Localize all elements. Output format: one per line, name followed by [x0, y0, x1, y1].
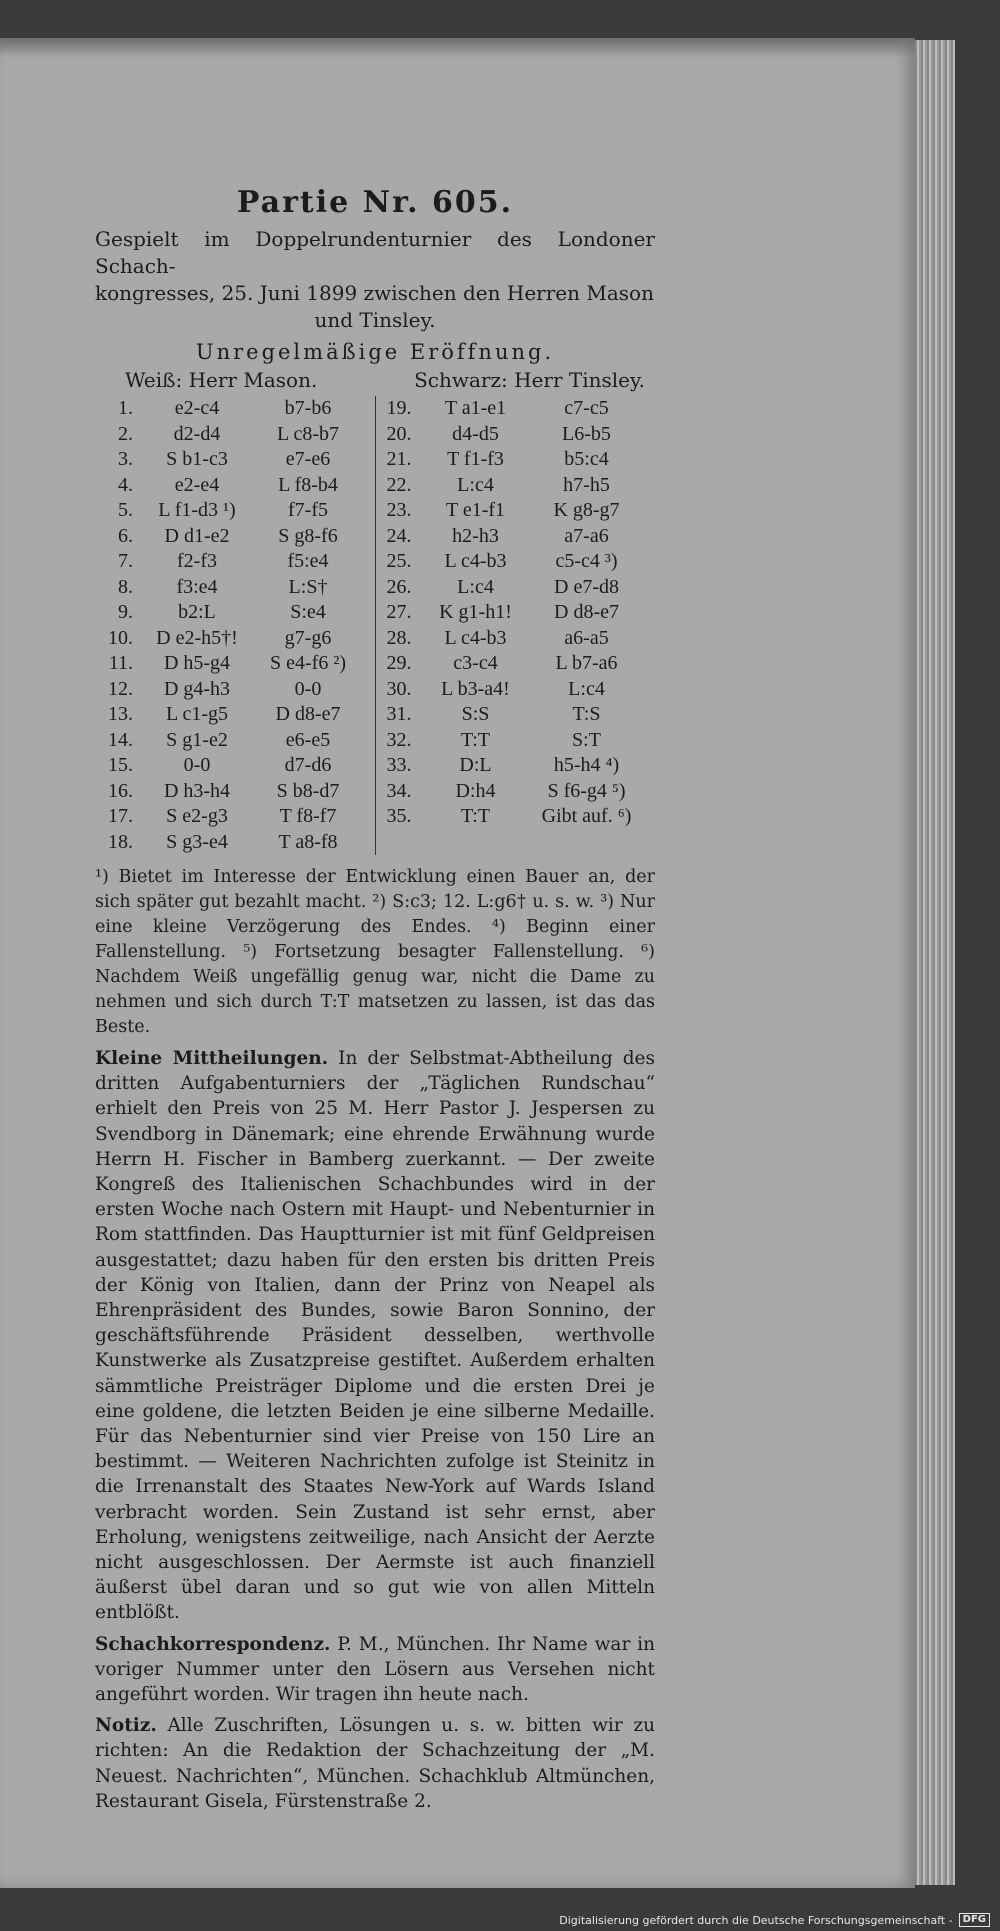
move-row	[95, 677, 375, 703]
black-move: a7-a6	[564, 524, 609, 547]
white-move: T a1-e1	[444, 397, 507, 419]
move-row	[376, 753, 656, 779]
move-row	[95, 626, 375, 652]
black-move: b5:c4	[564, 448, 609, 470]
move-row	[95, 804, 375, 830]
white-move: d4-d5	[452, 422, 499, 445]
move-number: 3.	[118, 448, 133, 470]
black-move: L:S†	[288, 575, 328, 598]
footer-text: Digitalisierung gefördert durch die Deutsche Forschungsgemeinschaft -	[559, 1913, 953, 1927]
move-number: 4.	[118, 473, 133, 496]
move-number: 33.	[386, 754, 412, 776]
black-move: b7-b6	[284, 397, 332, 419]
correspondence-section	[95, 1632, 655, 1708]
move-number: 21.	[386, 448, 412, 470]
move-number: 28.	[386, 626, 412, 649]
news-heading: Kleine Mittheilungen.	[95, 1048, 329, 1069]
white-move: S e2-g3	[166, 805, 228, 827]
black-move: L:c4	[568, 677, 605, 700]
notice-section	[95, 1713, 655, 1814]
white-move: 0-0	[183, 754, 211, 776]
black-move: S g8-f6	[278, 524, 338, 547]
white-move: b2:L	[178, 601, 216, 623]
move-number: 25.	[386, 550, 412, 572]
white-move: T:T	[461, 728, 490, 751]
white-move: c3-c4	[453, 652, 498, 674]
moves-table	[95, 396, 655, 855]
opening-name: Unregelmäßige Eröffnung.	[195, 340, 555, 364]
black-move: S f6-g4 ⁵)	[547, 779, 626, 802]
white-move: L f1-d3 ¹)	[158, 499, 236, 521]
move-row	[376, 728, 656, 754]
black-move: e6-e5	[285, 728, 331, 751]
move-row	[376, 524, 656, 550]
black-move: h5-h4 ⁴)	[553, 754, 620, 776]
move-number: 10.	[108, 626, 133, 649]
black-move: D e7-d8	[554, 575, 619, 598]
move-number: 16.	[108, 779, 133, 802]
black-move: S e4-f6 ²)	[270, 652, 346, 674]
white-move: e2-c4	[174, 397, 220, 419]
move-number: 1.	[118, 397, 133, 419]
black-move: d7-d6	[284, 754, 332, 776]
black-move: Gibt auf. ⁶)	[541, 805, 632, 827]
white-move: L c4-b3	[444, 626, 507, 649]
black-move: f5:e4	[287, 550, 329, 572]
move-number: 23.	[386, 499, 412, 521]
move-number: 8.	[118, 575, 133, 598]
white-move: L b3-a4!	[441, 677, 510, 700]
white-move: D h3-h4	[163, 779, 231, 802]
black-move: c7-c5	[564, 397, 609, 419]
move-row	[95, 575, 375, 601]
move-number: 19.	[386, 397, 412, 419]
move-row	[376, 651, 656, 677]
white-move: D:L	[459, 754, 492, 776]
white-move: S b1-c3	[166, 448, 228, 470]
move-number: 32.	[386, 728, 412, 751]
white-move: S g1-e2	[166, 728, 228, 751]
move-row	[376, 575, 656, 601]
black-move: L6-b5	[562, 422, 611, 445]
black-move: T a8-f8	[278, 830, 338, 853]
game-subtitle-line-1: Gespielt im Doppelrundenturnier des Londoner Schach-	[95, 227, 655, 278]
black-move: S:T	[572, 728, 601, 751]
move-row	[95, 524, 375, 550]
black-move: T:S	[572, 703, 601, 725]
black-move: a6-a5	[564, 626, 609, 649]
game-title: Partie Nr. 605.	[236, 185, 514, 220]
white-move: D g4-h3	[163, 677, 231, 700]
move-row	[95, 600, 375, 626]
move-number: 26.	[386, 575, 412, 598]
white-move: D d1-e2	[164, 524, 230, 547]
white-move: f3:e4	[176, 575, 218, 598]
white-move: D e2-h5†!	[156, 626, 238, 649]
move-row	[376, 804, 656, 830]
move-row	[95, 498, 375, 524]
black-move: g7-g6	[284, 626, 332, 649]
move-number: 27.	[386, 601, 412, 623]
white-move: S:S	[461, 703, 490, 725]
move-row	[376, 677, 656, 703]
move-number: 35.	[386, 805, 412, 827]
black-move: e7-e6	[285, 448, 331, 470]
black-player-label: Schwarz: Herr Tinsley.	[414, 368, 645, 392]
move-number: 30.	[386, 677, 412, 700]
white-move: f2-f3	[177, 550, 217, 572]
move-row	[95, 549, 375, 575]
white-move: L c1-g5	[165, 703, 228, 725]
white-move: D h5-g4	[163, 652, 231, 674]
move-row	[95, 651, 375, 677]
page-top-shadow	[0, 38, 915, 58]
game-subtitle-line-3: und Tinsley.	[314, 308, 436, 332]
move-number: 5.	[118, 499, 133, 521]
move-row	[95, 396, 375, 422]
move-number: 22.	[386, 473, 412, 496]
page-content	[95, 185, 655, 1814]
black-move: D d8-e7	[554, 601, 619, 623]
move-number: 9.	[118, 601, 133, 623]
move-row	[376, 549, 656, 575]
move-number: 34.	[386, 779, 412, 802]
white-move: L:c4	[457, 473, 494, 496]
game-subtitle-line-2: kongresses, 25. Juni 1899 zwischen den Herren Mason	[95, 281, 654, 305]
move-row	[95, 447, 375, 473]
move-row	[95, 728, 375, 754]
white-move: D:h4	[455, 779, 496, 802]
notice-heading: Notiz.	[95, 1715, 157, 1737]
white-move: L c4-b3	[444, 550, 507, 572]
news-section	[95, 1046, 655, 1626]
news-text: In der Selbstmat-Abtheilung des dritten Aufgabenturniers der „Täglichen Rundschau“ erhielt den Preis von 25 M. Herr Pastor J. Jespersen zu Svendborg in Dänemark; eine ehrende Erwähnung wurde Herrn H. Fischer in Bamberg zuerkannt. — Der zweite Kongreß des Italienischen Schachbundes wird in der ersten Woche nach Ostern mit Haupt- und Nebenturnier in Rom stattfinden. Das Hauptturnier ist mit fünf Geldpreisen ausgestattet; dazu haben für den ersten bis dritten Preis der König von Italien, dann der Prinz von Neapel als Ehrenpräsident des Bundes, sowie Baron Sonnino, der geschäftsführende Präsident desselben, werthvolle Kunstwerke als Zusatzpreise gestiftet. Außerdem erhalten sämmtliche Preisträger Diplome und die ersten Drei je eine goldene, die letzten Beiden je eine silberne Medaille. Für das Nebenturnier sind vier Preise von 150 Lire an bestimmt. — Weiteren Nachrichten zufolge ist Steinitz in die Irrenanstalt des Staates New-York auf Wards Island verbracht worden. Sein Zustand ist sehr ernst, aber Erholung, wenigstens zeitweilige, nach Ansicht der Aerzte nicht ausgeschlossen. Der Aermste ist auch finanziell äußerst übel daran und so gut wie von allen Mitteln entblößt.	[95, 1048, 655, 1624]
players-header	[95, 368, 655, 392]
correspondence-text: P. M., München. Ihr Name war in voriger Nummer unter den Lösern aus Versehen nicht angeführt worden. Wir tragen ihn heute nach.	[95, 1633, 655, 1706]
black-move: 0-0	[294, 677, 322, 700]
notice-text: Alle Zuschriften, Lösungen u. s. w. bitten wir zu richten: An die Redaktion der Schachzeitung der „M. Neuest. Nachrichten“, München. Schachklub Altmünchen, Restaurant Gisela, Fürstenstraße 2.	[95, 1715, 655, 1812]
move-row	[376, 702, 656, 728]
move-number: 11.	[108, 652, 133, 674]
move-number: 24.	[386, 524, 412, 547]
move-row	[376, 498, 656, 524]
move-number: 14.	[108, 728, 133, 751]
move-row	[95, 753, 375, 779]
annotations: ¹) Bietet im Interesse der Entwicklung einen Bauer an, der sich später gut bezahlt macht. ²) S:c3; 12. L:g6† u. s. w. ³) Nur eine kleine Verzögerung des Endes. ⁴) Beginn einer Fallenstellung. ⁵) Fortsetzung besagter Fallenstellung. ⁶) Nachdem Weiß ungefällig genug war, nicht die Dame zu nehmen und sich durch T:T matsetzen zu lassen, ist das das Beste.	[95, 867, 655, 1037]
white-move: e2-e4	[174, 473, 220, 496]
black-move: S:e4	[290, 601, 326, 623]
move-row	[95, 422, 375, 448]
white-player-label: Weiß: Herr Mason.	[125, 368, 318, 392]
move-number: 18.	[108, 830, 133, 853]
move-number: 31.	[386, 703, 412, 725]
move-number: 2.	[118, 422, 133, 445]
white-move: d2-d4	[173, 422, 221, 445]
black-move: K g8-g7	[553, 499, 620, 521]
move-row	[376, 447, 656, 473]
move-row	[376, 600, 656, 626]
black-move: D d8-e7	[275, 703, 341, 725]
white-move: L:c4	[457, 575, 494, 598]
page-edges	[915, 40, 955, 1885]
move-row	[95, 830, 375, 856]
black-move: L b7-a6	[555, 652, 618, 674]
move-number: 6.	[118, 524, 133, 547]
black-move: h7-h5	[563, 473, 610, 496]
white-move: T f1-f3	[447, 448, 504, 470]
move-number: 17.	[108, 805, 133, 827]
move-number: 12.	[108, 677, 133, 700]
move-row	[376, 626, 656, 652]
white-move: h2-h3	[452, 524, 499, 547]
move-row	[95, 779, 375, 805]
black-move: c5-c4 ³)	[555, 550, 618, 572]
white-move: S g3-e4	[166, 830, 228, 853]
black-move: L c8-b7	[276, 422, 339, 445]
move-row	[95, 473, 375, 499]
move-row	[376, 396, 656, 422]
white-move: K g1-h1!	[439, 601, 512, 623]
move-number: 15.	[108, 754, 133, 776]
white-move: T e1-f1	[445, 499, 506, 521]
black-move: S b8-d7	[276, 779, 340, 802]
black-move: f7-f5	[288, 499, 328, 521]
correspondence-heading: Schachkorrespondenz.	[95, 1633, 331, 1655]
black-move: L f8-b4	[278, 473, 338, 496]
move-number: 7.	[118, 550, 133, 572]
move-row	[376, 422, 656, 448]
move-number: 13.	[108, 703, 133, 725]
white-move: T:T	[461, 805, 490, 827]
moves-column-right	[376, 396, 656, 855]
move-number: 20.	[386, 422, 412, 445]
move-row	[376, 779, 656, 805]
move-row	[376, 473, 656, 499]
dfg-logo: DFG	[959, 1913, 990, 1927]
black-move: T f8-f7	[279, 805, 337, 827]
move-row	[95, 702, 375, 728]
moves-column-left	[95, 396, 376, 855]
move-number: 29.	[386, 652, 412, 674]
digitization-footer	[559, 1913, 990, 1927]
